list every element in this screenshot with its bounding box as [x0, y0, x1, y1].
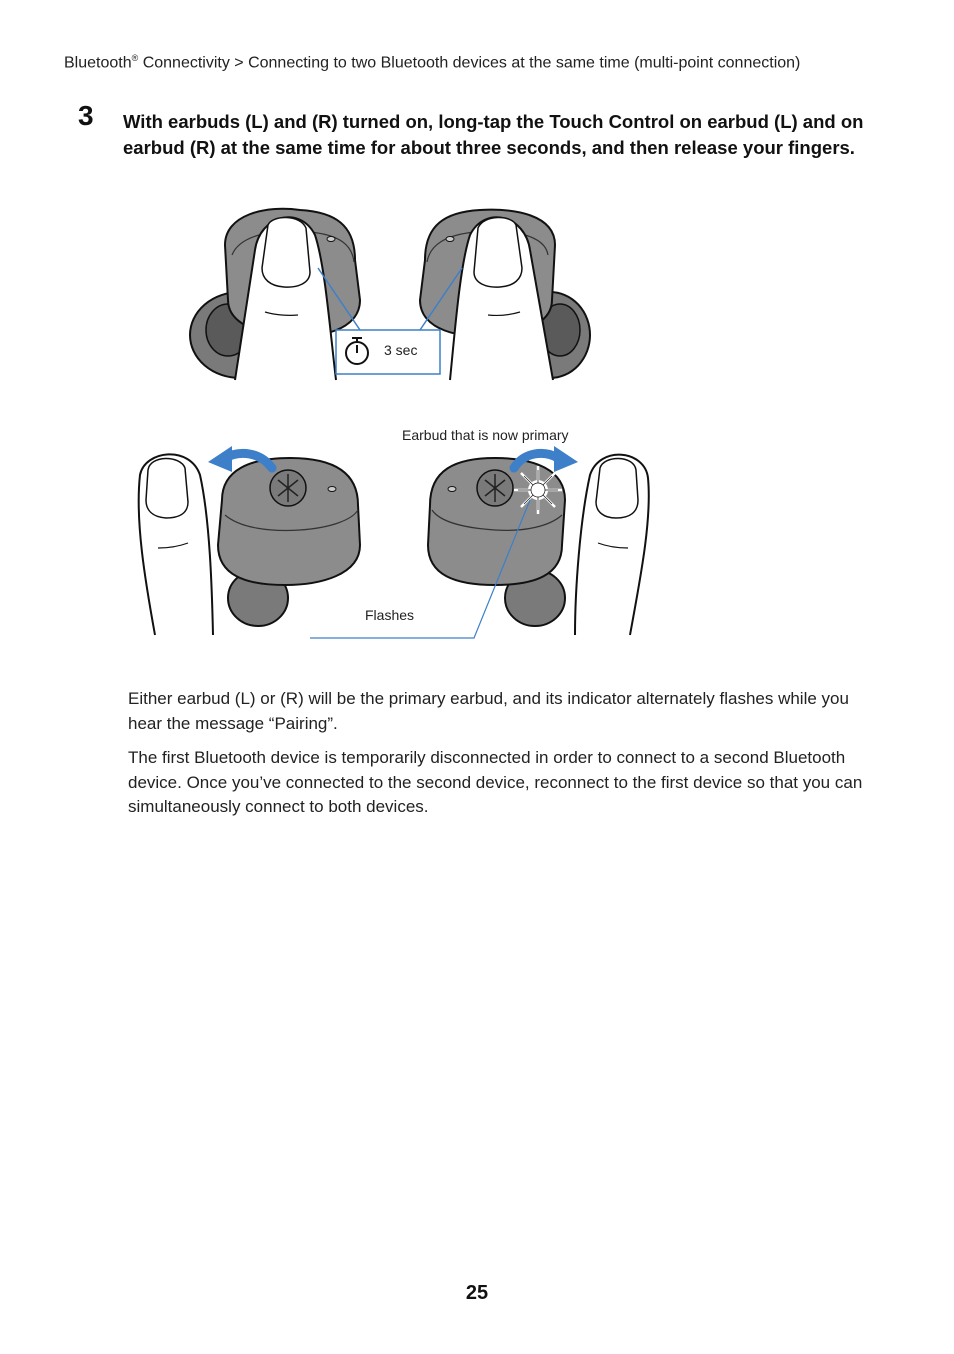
earbud-illustration [0, 0, 954, 660]
breadcrumb-rest: Connectivity > Connecting to two Bluetooth devices at the same time (multi-point connection) [138, 54, 801, 72]
step-instruction: With earbuds (L) and (R) turned on, long-tap the Touch Control on earbud (L) and on earbud (R) at the same time for about three seconds, and then release your fingers. [123, 111, 864, 158]
flashes-label: Flashes [365, 607, 415, 623]
timer-label: 3 sec [384, 342, 418, 358]
primary-earbud-label: Earbud that is now primary [402, 427, 569, 443]
registered-mark: ® [131, 53, 139, 63]
bottom-right-finger [575, 455, 649, 635]
paragraph-primary-earbud: Either earbud (L) or (R) will be the primary earbud, and its indicator alternately flashes while you hear the message “Pairing”. [128, 689, 849, 733]
indicator-flash-icon [514, 466, 562, 514]
page-number: 25 [465, 1282, 489, 1304]
paragraph-reconnect: The first Bluetooth device is temporarily disconnected in order to connect to a second Bluetooth device. Once you’ve connected to the second device, reconnect to the first device so that you can simultaneously connect to both devices. [128, 748, 863, 816]
breadcrumb-prefix: Bluetooth [64, 54, 132, 72]
step-number: 3 [78, 100, 94, 131]
bottom-left-earbud [218, 458, 360, 626]
bottom-left-finger [139, 454, 213, 635]
